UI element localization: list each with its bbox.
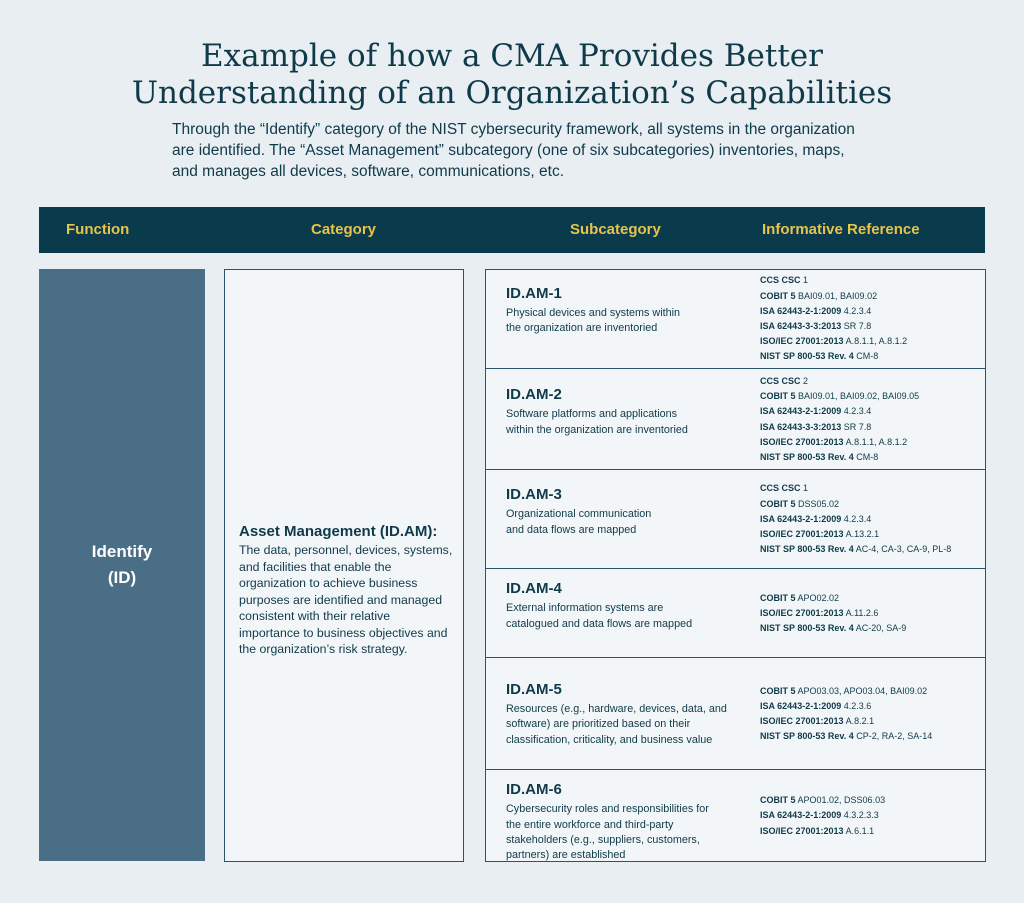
reference-standard: ISO/IEC 27001:2013 bbox=[760, 436, 844, 447]
reference-entry bbox=[760, 793, 982, 808]
subcategory-description bbox=[506, 306, 736, 337]
description-line: within the organization are inventoried bbox=[506, 423, 688, 436]
reference-value: A.11.2.6 bbox=[843, 607, 879, 618]
title-line-2: Understanding of an Organization’s Capabilities bbox=[131, 75, 893, 111]
informative-reference-cell bbox=[760, 270, 982, 368]
reference-standard: NIST SP 800-53 Rev. 4 bbox=[760, 544, 854, 555]
subcategory-cell bbox=[506, 462, 736, 561]
subcategory-id: ID.AM-5 bbox=[506, 681, 562, 699]
reference-entry bbox=[760, 542, 982, 557]
function-code: (ID) bbox=[107, 568, 137, 587]
description-line: the entire workforce and third-party bbox=[506, 818, 674, 831]
reference-entry bbox=[760, 621, 982, 636]
subcategory-id: ID.AM-2 bbox=[506, 386, 562, 404]
reference-value: BAI09.01, BAI09.02 bbox=[795, 290, 878, 301]
reference-standard: COBIT 5 bbox=[760, 795, 796, 806]
header-category: Category bbox=[311, 221, 377, 238]
reference-entry bbox=[760, 497, 982, 512]
reference-value: APO03.03, APO03.04, BAI09.02 bbox=[795, 685, 928, 696]
reference-entry bbox=[760, 699, 982, 714]
category-title: Asset Management (ID.AM): bbox=[239, 522, 438, 540]
reference-value: 4.3.2.3.3 bbox=[841, 810, 879, 821]
description-line: classification, criticality, and business value bbox=[506, 733, 713, 746]
reference-entry bbox=[760, 606, 982, 621]
reference-standard: COBIT 5 bbox=[760, 391, 796, 402]
table-row bbox=[486, 769, 985, 862]
reference-standard: COBIT 5 bbox=[760, 685, 796, 696]
reference-value: SR 7.8 bbox=[841, 421, 872, 432]
reference-entry bbox=[760, 319, 982, 334]
reference-standard: ISA 62443-3-3:2013 bbox=[760, 421, 842, 432]
reference-entry bbox=[760, 273, 982, 288]
informative-reference-cell bbox=[760, 770, 982, 862]
subcategory-description bbox=[506, 802, 736, 863]
reference-standard: CCS CSC bbox=[760, 483, 801, 494]
function-label bbox=[92, 539, 152, 591]
reference-value: 4.2.3.6 bbox=[841, 700, 872, 711]
reference-value: APO02.02 bbox=[795, 592, 840, 603]
reference-entry bbox=[760, 450, 982, 465]
description-line: stakeholders (e.g., suppliers, customers, bbox=[506, 834, 700, 846]
reference-entry bbox=[760, 404, 982, 419]
subcategory-cell bbox=[506, 361, 736, 462]
reference-value: SR 7.8 bbox=[841, 321, 872, 331]
reference-value: CM-8 bbox=[853, 451, 879, 462]
description-line: External information systems are bbox=[506, 602, 664, 615]
header-subcategory: Subcategory bbox=[570, 221, 661, 238]
subcategory-id: ID.AM-3 bbox=[506, 486, 562, 504]
table-row bbox=[486, 469, 985, 569]
intro-paragraph: Through the “Identify” category of the NIST cybersecurity framework, all systems in the organization are identified. The “Asset Management” subcategory (one of six subcategories) inventories, maps, and manages all devices, software, communications, etc. bbox=[172, 121, 855, 180]
reference-entry bbox=[760, 729, 982, 744]
reference-entry bbox=[760, 334, 982, 349]
reference-standard: NIST SP 800-53 Rev. 4 bbox=[760, 623, 854, 634]
reference-entry bbox=[760, 714, 982, 729]
reference-value: A.8.1.1, A.8.1.2 bbox=[843, 436, 908, 447]
description-line: catalogued and data flows are mapped bbox=[506, 617, 693, 630]
reference-value: A.8.1.1, A.8.1.2 bbox=[843, 336, 908, 347]
reference-value: AC-4, CA-3, CA-9, PL-8 bbox=[853, 544, 952, 555]
reference-entry bbox=[760, 824, 982, 839]
informative-reference-cell bbox=[760, 369, 982, 470]
reference-standard: NIST SP 800-53 Rev. 4 bbox=[760, 451, 854, 462]
description-line: and data flows are mapped bbox=[506, 523, 637, 536]
reference-entry bbox=[760, 527, 982, 542]
subcategory-description bbox=[506, 601, 736, 632]
subcategory-cell bbox=[506, 261, 736, 359]
reference-standard: COBIT 5 bbox=[760, 290, 796, 301]
reference-value: 4.2.3.4 bbox=[841, 305, 872, 316]
reference-standard: ISO/IEC 27001:2013 bbox=[760, 336, 844, 347]
reference-entry bbox=[760, 420, 982, 435]
table-row bbox=[486, 270, 985, 368]
reference-standard: CCS CSC bbox=[760, 375, 801, 386]
reference-value: 4.2.3.4 bbox=[841, 513, 872, 524]
description-line: Physical devices and systems within bbox=[506, 306, 681, 319]
reference-entry bbox=[760, 481, 982, 496]
description-line: Organizational communication bbox=[506, 508, 652, 521]
function-cell bbox=[39, 269, 205, 861]
function-name: Identify bbox=[91, 542, 153, 561]
subcategory-description bbox=[506, 407, 736, 438]
subcategory-table bbox=[485, 269, 986, 862]
reference-value: AC-20, SA-9 bbox=[853, 623, 907, 634]
subcategory-id: ID.AM-4 bbox=[506, 580, 562, 598]
reference-standard: ISA 62443-2-1:2009 bbox=[760, 406, 842, 417]
reference-standard: ISA 62443-2-1:2009 bbox=[760, 810, 842, 821]
category-cell bbox=[224, 269, 464, 862]
header-informative-reference: Informative Reference bbox=[762, 221, 920, 238]
title-line-1: Example of how a CMA Provides Better bbox=[201, 38, 823, 74]
reference-entry bbox=[760, 591, 982, 606]
reference-entry bbox=[760, 684, 982, 699]
reference-entry bbox=[760, 349, 982, 364]
description-line: Resources (e.g., hardware, devices, data, and bbox=[506, 703, 727, 716]
reference-value: 4.2.3.4 bbox=[841, 406, 872, 417]
subcategory-cell bbox=[506, 776, 736, 868]
reference-entry bbox=[760, 389, 982, 404]
description-line: Software platforms and applications bbox=[506, 408, 678, 421]
reference-value: A.6.1.1 bbox=[843, 825, 875, 836]
reference-standard: NIST SP 800-53 Rev. 4 bbox=[760, 351, 854, 362]
informative-reference-cell bbox=[760, 569, 982, 658]
reference-standard: ISO/IEC 27001:2013 bbox=[760, 825, 844, 836]
reference-value: 1 bbox=[800, 483, 809, 494]
reference-value: DSS05.02 bbox=[795, 498, 840, 509]
reference-value: CM-8 bbox=[853, 351, 879, 362]
page-title bbox=[0, 38, 1024, 112]
reference-standard: NIST SP 800-53 Rev. 4 bbox=[760, 731, 854, 742]
reference-standard: COBIT 5 bbox=[760, 592, 796, 603]
description-line: Cybersecurity roles and responsibilities for bbox=[506, 803, 709, 816]
reference-entry bbox=[760, 808, 982, 823]
header-function: Function bbox=[66, 221, 130, 238]
reference-value: CP-2, RA-2, SA-14 bbox=[853, 731, 933, 742]
description-line: software) are prioritized based on their bbox=[506, 718, 691, 731]
description-line: partners) are established bbox=[506, 849, 626, 862]
reference-standard: COBIT 5 bbox=[760, 498, 796, 509]
subcategory-cell bbox=[506, 561, 736, 650]
reference-entry bbox=[760, 304, 982, 319]
reference-entry bbox=[760, 435, 982, 450]
reference-value: APO01.02, DSS06.03 bbox=[795, 795, 886, 806]
table-row bbox=[486, 368, 985, 470]
table-row bbox=[486, 657, 985, 770]
subcategory-id: ID.AM-6 bbox=[506, 781, 562, 799]
reference-entry bbox=[760, 374, 982, 389]
reference-standard: ISO/IEC 27001:2013 bbox=[760, 607, 844, 618]
subcategory-id: ID.AM-1 bbox=[506, 284, 562, 302]
table-header bbox=[39, 207, 985, 253]
reference-standard: ISO/IEC 27001:2013 bbox=[760, 716, 844, 726]
subcategory-description bbox=[506, 507, 736, 538]
reference-value: A.8.2.1 bbox=[843, 716, 875, 726]
reference-entry bbox=[760, 512, 982, 527]
description-line: the organization are inventoried bbox=[506, 322, 658, 334]
reference-standard: ISA 62443-3-3:2013 bbox=[760, 321, 842, 331]
subcategory-description bbox=[506, 702, 736, 748]
reference-standard: ISA 62443-2-1:2009 bbox=[760, 305, 842, 316]
reference-standard: ISA 62443-2-1:2009 bbox=[760, 700, 842, 711]
category-description: The data, personnel, devices, systems, and facilities that enable the organization to achieve business purposes are identified and managed consistent with their relative importance to business objectives and the organization’s risk strategy. bbox=[239, 542, 453, 657]
reference-standard: ISA 62443-2-1:2009 bbox=[760, 513, 842, 524]
reference-entry bbox=[760, 289, 982, 304]
subcategory-cell bbox=[506, 658, 736, 770]
reference-value: BAI09.01, BAI09.02, BAI09.05 bbox=[795, 391, 920, 402]
reference-value: 1 bbox=[800, 275, 809, 286]
reference-standard: CCS CSC bbox=[760, 275, 801, 286]
informative-reference-cell bbox=[760, 658, 982, 770]
table-row bbox=[486, 568, 985, 658]
informative-reference-cell bbox=[760, 470, 982, 569]
reference-standard: ISO/IEC 27001:2013 bbox=[760, 529, 844, 540]
reference-value: A.13.2.1 bbox=[843, 529, 880, 540]
reference-value: 2 bbox=[800, 375, 809, 386]
